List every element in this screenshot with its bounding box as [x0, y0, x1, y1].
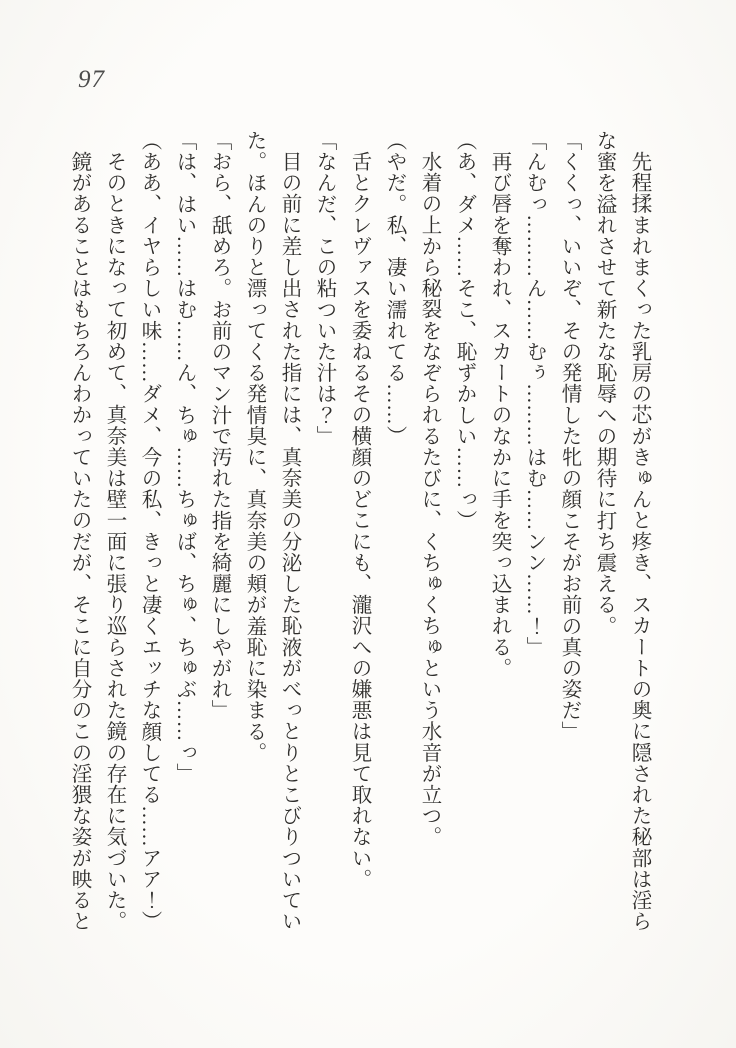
paragraph: （やだ。私、凄い濡れてる……） [383, 130, 405, 447]
paragraph: 舌とクレヴァスを委ねるその横顔のどこにも、瀧沢への嫌悪は見て取れない。 [348, 150, 370, 889]
paragraph: 「なんだ、この粘ついた汁は？」 [313, 130, 335, 447]
paragraph: 鏡があることはもちろんわかっていたのだが、そこに自分のこの淫猥な姿が映ると [68, 150, 90, 932]
vertical-text-block [61, 130, 656, 936]
paragraph: 「くくっ、いいぞ、その発情した牝の顔こそがお前の真の姿だ」 [558, 130, 580, 742]
paragraph: そのときになって初めて、真奈美は壁一面に張り巡らされた鏡の存在に気づいた。 [103, 150, 125, 932]
paragraph: 水着の上から秘裂をなぞられるたびに、くちゅくちゅという水音が立つ。 [418, 150, 440, 847]
paragraph: 「おら、舐めろ。お前のマン汁で汚れた指を綺麗にしやがれ」 [208, 130, 230, 721]
paragraph: 先程揉まれまくった乳房の芯がきゅんと疼き、スカートの奥に隠された秘部は淫らな蜜を溢れさせて新たな恥辱への期待に打ち震える。 [593, 130, 650, 932]
paragraph: （あ、ダメ……そこ、恥ずかしい……っ） [453, 130, 475, 531]
paragraph: 「んむっ………ん……むぅ………はむ……ンン……！」 [523, 130, 545, 658]
paragraph: 目の前に差し出された指には、真奈美の分泌した恥液がべっとりとこびりついていた。ほんのりと漂ってくる発情臭に、真奈美の頬が羞恥に染まる。 [243, 130, 300, 932]
paragraph: 再び唇を奪われ、スカートのなかに手を突っ込まれる。 [488, 150, 510, 678]
paragraph: （ああ、イヤらしい味……ダメ、今の私、きっと凄くエッチな顔してる……アア！） [138, 130, 160, 932]
page-number: 97 [78, 66, 105, 93]
paragraph: 「は、はい……はむ……ん、ちゅ……ちゅば、ちゅ、ちゅぶ……っ」 [173, 130, 195, 785]
